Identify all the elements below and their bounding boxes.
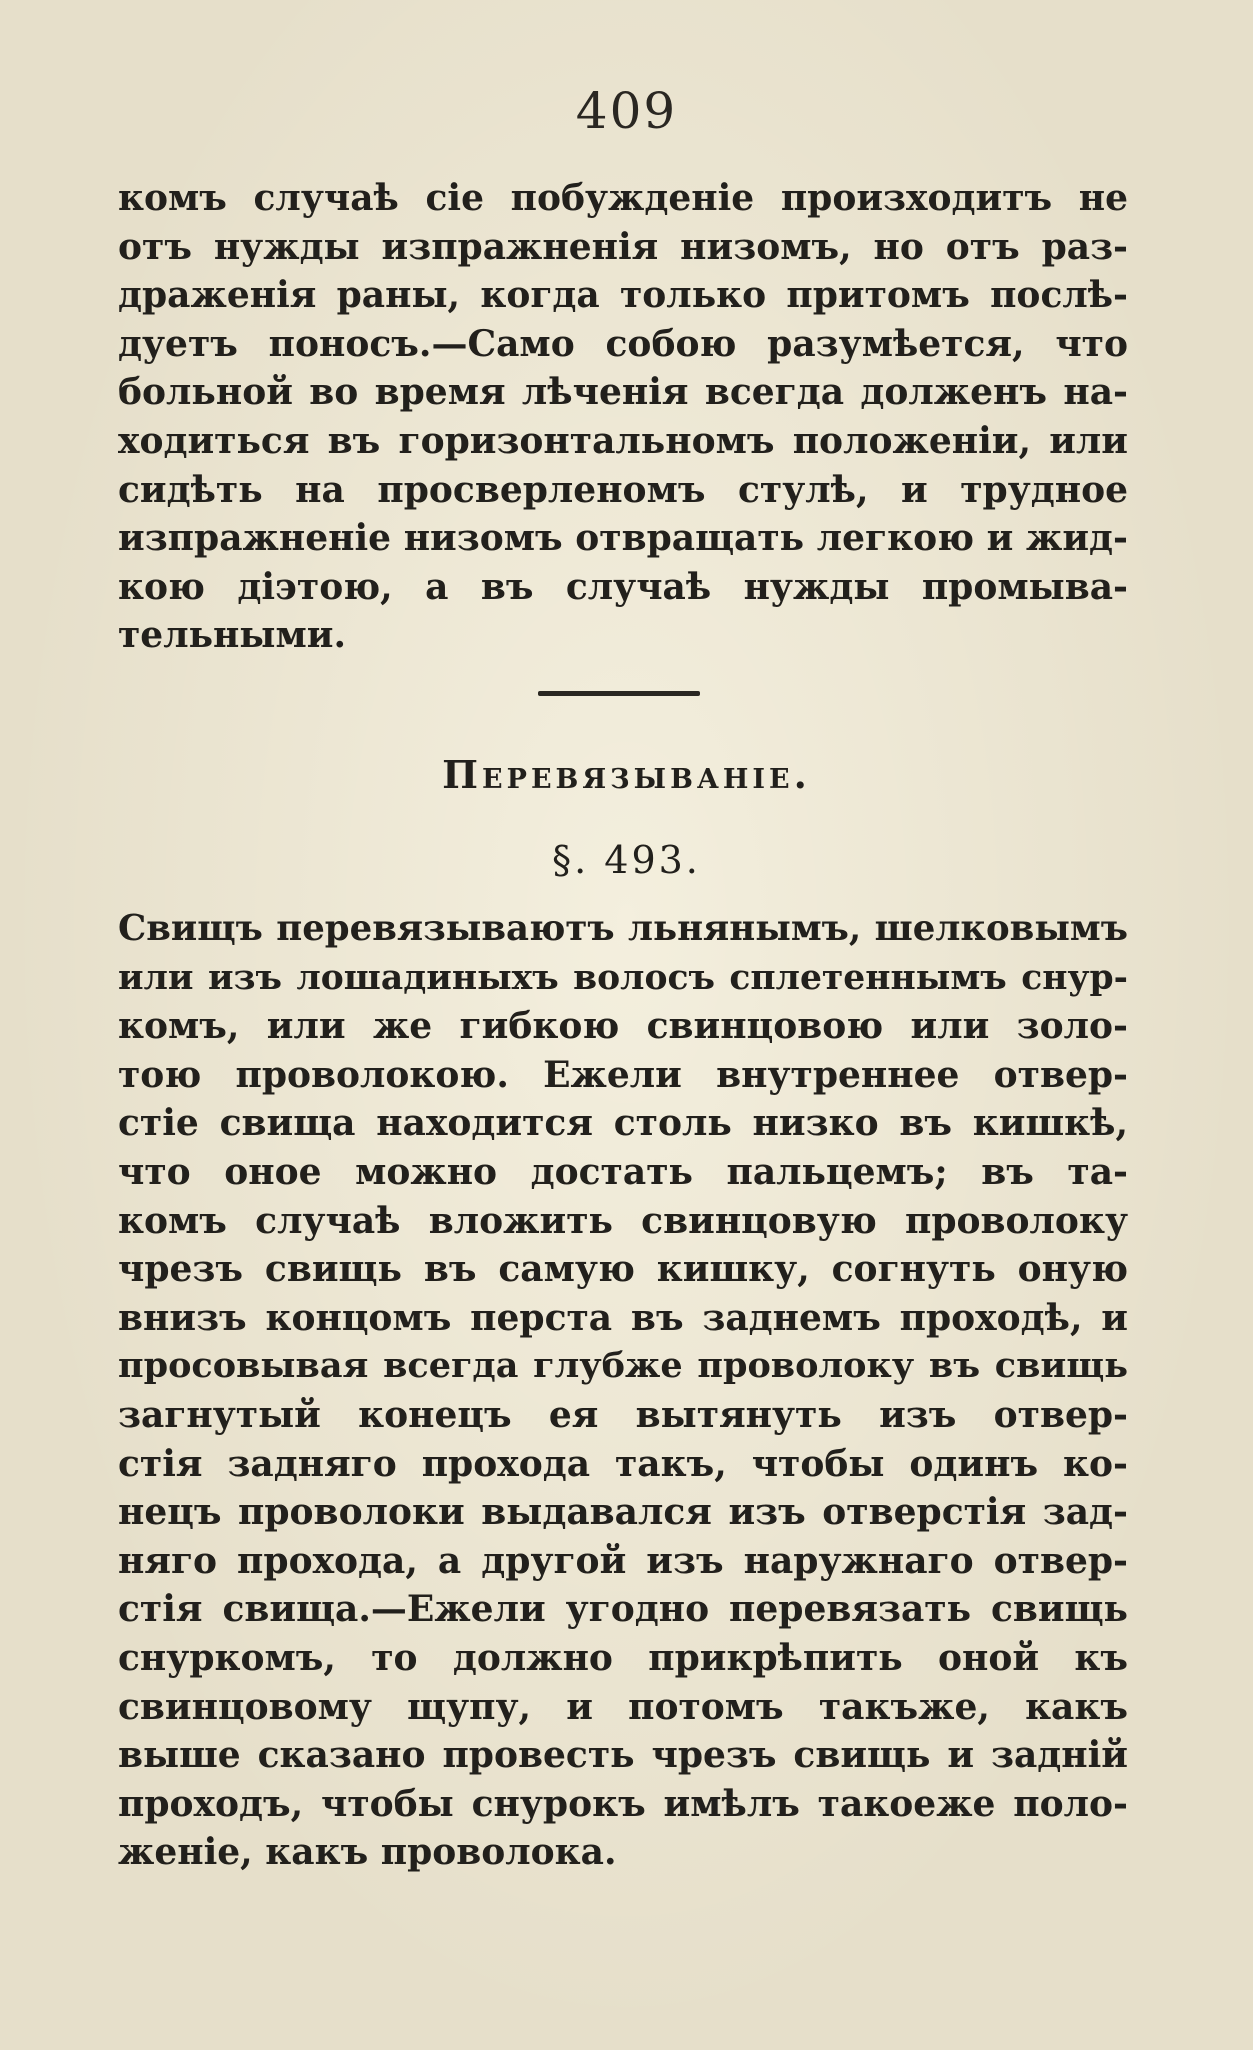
section-number: §. 493. bbox=[552, 838, 701, 882]
text-line: стіе свища находится столь низко въ кишкѣ, bbox=[118, 1102, 1128, 1145]
text-line: свинцовому щупу, и потомъ такъже, какъ bbox=[118, 1685, 1128, 1728]
text-line: нецъ проволоки выдавался изъ отверстія зад- bbox=[118, 1491, 1128, 1534]
text-line: выше сказано провесть чрезъ свищь и задній bbox=[118, 1734, 1128, 1777]
text-line: комъ, или же гибкою свинцовою или золо- bbox=[118, 1005, 1128, 1048]
text-line: сидѣть на просверленомъ стулѣ, и трудное bbox=[118, 468, 1128, 511]
paragraph-continuation bbox=[118, 174, 1128, 660]
text-line: загнутый конецъ ея вытянуть изъ отвер- bbox=[118, 1393, 1128, 1436]
text-line: больной во время лѣченія всегда долженъ на- bbox=[118, 371, 1128, 414]
text-line: просовывая всегда глубже проволоку въ свищь bbox=[118, 1345, 1128, 1387]
text-line: изпражненіе низомъ отвращать легкою и жид- bbox=[118, 517, 1128, 560]
paragraph-section-493 bbox=[118, 905, 1128, 1877]
text-line: комъ случаѣ вложить свинцовую проволоку bbox=[118, 1199, 1128, 1242]
text-line: проходъ, чтобы снурокъ имѣлъ такоеже поло- bbox=[118, 1782, 1128, 1825]
text-line: чрезъ свищь въ самую кишку, согнуть оную bbox=[118, 1248, 1128, 1291]
text-line: тельными. bbox=[118, 614, 346, 657]
text-line: кою діэтою, а въ случаѣ нужды промыва- bbox=[118, 565, 1128, 608]
section-heading: Перевязываніе. bbox=[442, 752, 811, 797]
text-line: ходиться въ горизонтальномъ положеніи, или bbox=[118, 419, 1128, 462]
text-line: снуркомъ, то должно прикрѣпить оной къ bbox=[118, 1636, 1128, 1679]
page-number: 409 bbox=[575, 82, 678, 140]
text-line: дуетъ поносъ.—Само собою разумѣется, что bbox=[118, 322, 1128, 365]
text-line: внизъ концомъ перста въ заднемъ проходѣ, и bbox=[118, 1296, 1128, 1339]
text-line: стія свища.—Ежели угодно перевязать свищь bbox=[118, 1588, 1128, 1631]
text-line: комъ случаѣ сіе побужденіе произходитъ не bbox=[118, 177, 1128, 219]
text-line: тою проволокою. Ежели внутреннее отвер- bbox=[118, 1053, 1128, 1096]
text-line: няго прохода, а другой изъ наружнаго отвер- bbox=[118, 1539, 1128, 1582]
text-line: что оное можно достать пальцемъ; въ та- bbox=[118, 1150, 1128, 1193]
text-line: Свищъ перевязываютъ льнянымъ, шелковымъ bbox=[118, 908, 1128, 949]
text-line: отъ нужды изпражненія низомъ, но отъ раз- bbox=[118, 225, 1128, 268]
text-line: стія задняго прохода такъ, чтобы одинъ ко- bbox=[118, 1442, 1128, 1485]
text-line: женіе, какъ проволока. bbox=[118, 1831, 617, 1874]
text-line: или изъ лошадиныхъ волосъ сплетеннымъ снур- bbox=[118, 957, 1128, 998]
text-line: драженія раны, когда только притомъ послѣ- bbox=[118, 274, 1128, 317]
section-divider bbox=[538, 691, 700, 696]
